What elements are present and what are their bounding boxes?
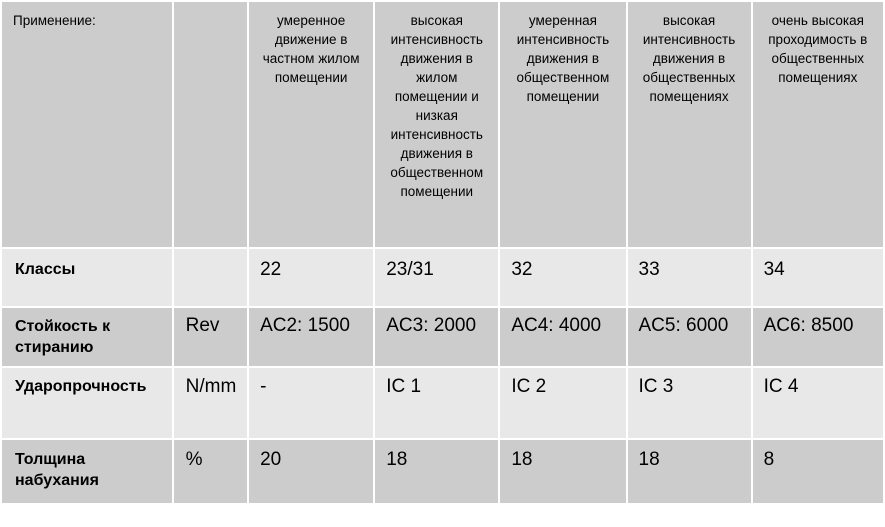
value-cell: [374, 248, 499, 307]
cell-value: AC3: 2000: [386, 315, 477, 336]
cell-value: AC2: 1500: [260, 315, 350, 336]
cell-value: 20: [260, 449, 282, 470]
value-cell: [627, 307, 752, 367]
value-cell: [627, 439, 752, 504]
row-label: Стойкость к стиранию: [15, 318, 111, 356]
cell-value: IC 4: [763, 376, 799, 397]
cell-value: -: [260, 376, 267, 397]
cell-value: 18: [386, 449, 408, 470]
row-label-cell: [1, 439, 173, 504]
application-label: Применение:: [13, 13, 96, 28]
table-row: [1, 307, 884, 367]
row-unit: Rev: [185, 315, 220, 336]
value-cell: [752, 367, 884, 439]
row-label-cell: [1, 248, 173, 307]
table-row: [1, 439, 884, 504]
row-label: Толщина набухания: [15, 451, 99, 489]
cell-value: 32: [511, 259, 533, 280]
cell-value: AC6: 8500: [763, 315, 854, 336]
cell-value: 22: [260, 259, 282, 280]
header-cell: [374, 1, 499, 248]
value-cell: [248, 367, 374, 439]
cell-value: IC 2: [511, 376, 547, 397]
row-unit-cell: [173, 307, 248, 367]
table-row: [1, 248, 884, 307]
column-header: высокая интенсивность движения в жилом помещении и низкая интенсивность движения в общественном помещении: [390, 13, 484, 199]
value-cell: [499, 367, 626, 439]
cell-value: 34: [763, 259, 785, 280]
value-cell: [374, 307, 499, 367]
row-label-cell: [1, 307, 173, 367]
column-header: очень высокая проходимость в общественных помещениях: [768, 13, 868, 85]
header-cell: [499, 1, 626, 248]
value-cell: [752, 439, 884, 504]
header-cell: [248, 1, 374, 248]
row-label: Ударопрочность: [15, 378, 147, 395]
column-header: умеренное движение в частном жилом помещении: [262, 13, 360, 85]
value-cell: [627, 248, 752, 307]
table-header-row: [1, 1, 884, 248]
row-unit-cell: [173, 439, 248, 504]
header-unit: [174, 2, 247, 11]
column-header: высокая интенсивность движения в общественных помещениях: [642, 13, 736, 104]
table-row: [1, 367, 884, 439]
value-cell: [248, 439, 374, 504]
row-unit: %: [185, 449, 203, 470]
cell-value: 33: [638, 259, 660, 280]
cell-value: IC 3: [638, 376, 674, 397]
row-label: Классы: [15, 261, 76, 278]
cell-value: IC 1: [386, 376, 422, 397]
value-cell: [499, 439, 626, 504]
header-label-cell: [1, 1, 173, 248]
column-header: умеренная интенсивность движения в общественном помещении: [516, 13, 610, 104]
row-unit-cell: [173, 367, 248, 439]
cell-value: 23/31: [386, 259, 434, 280]
row-unit: [174, 249, 247, 258]
row-label-cell: [1, 367, 173, 439]
row-unit-cell: [173, 248, 248, 307]
value-cell: [627, 367, 752, 439]
cell-value: 18: [511, 449, 533, 470]
value-cell: [499, 307, 626, 367]
value-cell: [248, 248, 374, 307]
header-cell: [627, 1, 752, 248]
row-unit: N/mm: [185, 376, 237, 397]
value-cell: [248, 307, 374, 367]
cell-value: 18: [638, 449, 660, 470]
value-cell: [499, 248, 626, 307]
value-cell: [752, 248, 884, 307]
cell-value: AC5: 6000: [638, 315, 729, 336]
cell-value: 8: [763, 449, 775, 470]
value-cell: [752, 307, 884, 367]
cell-value: AC4: 4000: [511, 315, 602, 336]
header-cell: [752, 1, 884, 248]
header-unit-cell: [173, 1, 248, 248]
value-cell: [374, 439, 499, 504]
value-cell: [374, 367, 499, 439]
